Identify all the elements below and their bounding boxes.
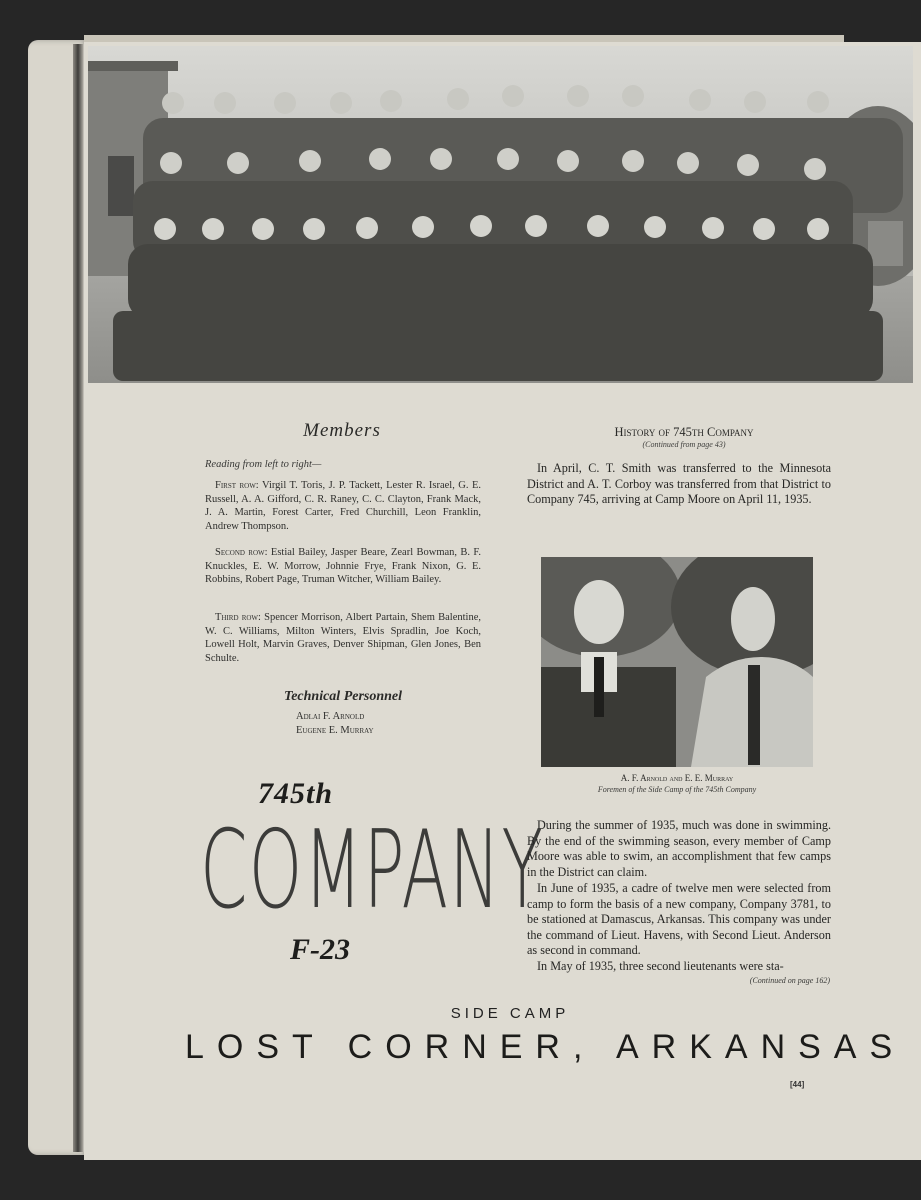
location-title: LOST CORNER, ARKANSAS: [185, 1028, 906, 1066]
third-row-paragraph: [205, 611, 481, 665]
third-row-names: Spencer Morrison, Albert Partain, Shem Balentine, W. C. Williams, Milton Winters, Elvis Spradlin, Joe Koch, Lowell Holt, Marvin Graves, Denver Shipman, Glen Jones, Ben Schulte.: [205, 612, 481, 664]
book-gutter: [73, 44, 83, 1152]
technical-name-2: Eugene E. Murray: [296, 725, 374, 736]
first-row-paragraph: [205, 479, 481, 533]
history-paragraph-1: In April, C. T. Smith was transferred to the Minnesota District and A. T. Corboy was transferred from that District to Company 745, arriving at Camp Moore on April 11, 1935.: [527, 461, 831, 506]
foremen-photograph: [541, 557, 813, 767]
technical-name-1: Adlai F. Arnold: [296, 711, 365, 722]
group-photograph: [88, 46, 913, 383]
history-heading: History of 745th Company: [614, 425, 754, 439]
photo-caption-role: Foremen of the Side Camp of the 745th Company: [597, 785, 757, 794]
page-number: [44]: [790, 1080, 805, 1089]
history-paragraph-2: During the summer of 1935, much was done in swimming. By the end of the swimming season, every member of Camp Moore was able to swim, an accomplishment that few camps in the District can claim.: [527, 818, 831, 879]
company-number: 745th: [258, 777, 334, 810]
second-row-paragraph: [205, 546, 481, 587]
first-row-names: Virgil T. Toris, J. P. Tackett, Lester R. Israel, G. E. Russell, A. A. Gifford, C. R. Raney, C. C. Clayton, Frank Mack, J. A. Martin, Forest Carter, Fred Churchill, Leon Franklin, Andrew Thompson.: [205, 480, 481, 532]
third-row-label: Third row:: [215, 612, 261, 623]
first-row-label: First row:: [215, 480, 259, 491]
second-row-label: Second row:: [215, 547, 268, 558]
history-continued-on: (Continued on page 162): [749, 976, 830, 985]
members-heading: Members: [303, 420, 381, 441]
company-code: F-23: [290, 933, 350, 966]
technical-personnel-heading: Technical Personnel: [283, 689, 403, 704]
history-paragraph-4: In May of 1935, three second lieutenants were sta-: [537, 959, 784, 973]
reading-note: Reading from left to right—: [205, 459, 322, 470]
second-row-names: Estial Bailey, Jasper Beare, Zearl Bowman, B. F. Knuckles, E. W. Morrow, Johnnie Frye, Frank Nixon, G. E. Robbins, Robert Page, Truman Witcher, William Bailey.: [205, 547, 481, 585]
side-camp-label: SIDE CAMP: [450, 1005, 570, 1022]
company-word: COMPANY: [200, 808, 545, 933]
history-paragraph-3: In June of 1935, a cadre of twelve men were selected from camp to form the basis of a new company, Company 3781, to be stationed at Damascus, Arkansas. This company was under the command of Lieut. Havens, with Second Lieut. Anderson as second in command.: [527, 881, 831, 957]
photo-caption-names: A. F. Arnold and E. E. Murray: [620, 773, 734, 783]
history-continued-from: (Continued from page 43): [642, 440, 726, 449]
